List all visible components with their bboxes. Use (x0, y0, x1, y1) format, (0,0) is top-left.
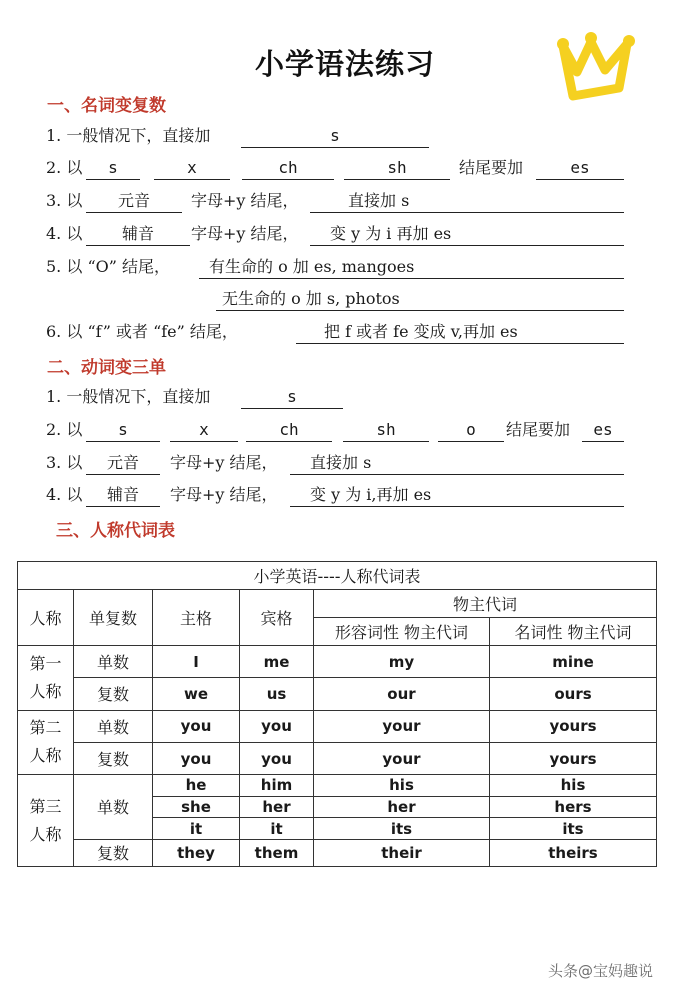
rule-text: 字母+y 结尾， (191, 224, 299, 243)
rule-text: 1. 一般情况下，直接加 (46, 387, 211, 406)
group-second-person: 第二 人称 (18, 710, 74, 775)
rule-text: 4. 以 (46, 485, 83, 504)
number-cell: 复数 (74, 742, 153, 774)
rule-text: 字母+y 结尾， (170, 485, 278, 504)
answer-blank: 把 f 或者 fe 变成 v,再加 es (296, 320, 624, 344)
subject-cell: I (153, 646, 240, 678)
header-subject: 主格 (153, 590, 240, 646)
object-cell: you (240, 710, 314, 742)
adj-possessive-cell: its (314, 818, 490, 840)
rule-text: 字母+y 结尾， (191, 191, 299, 210)
pronoun-table (17, 561, 657, 867)
answer-blank: 辅音 (86, 483, 160, 507)
header-number: 单复数 (74, 590, 153, 646)
adj-possessive-cell: their (314, 839, 490, 866)
crown-icon (553, 26, 639, 108)
number-cell: 单数 (74, 775, 153, 840)
table-title: 小学英语----人称代词表 (18, 562, 657, 590)
answer-blank: 辅音 (86, 222, 190, 246)
rule-text: 结尾要加 (459, 158, 524, 177)
subject-cell: you (153, 742, 240, 774)
noun-possessive-cell: its (490, 818, 657, 840)
answer-blank: sh (344, 156, 450, 180)
section-heading-plural-nouns: 一、名词变复数 (47, 96, 166, 116)
noun-possessive-cell: mine (490, 646, 657, 678)
header-possessive: 物主代词 (314, 590, 657, 618)
answer-blank: sh (343, 418, 429, 442)
noun-possessive-cell: theirs (490, 839, 657, 866)
answer-blank: x (154, 156, 230, 180)
object-cell: it (240, 818, 314, 840)
answer-blank: 元音 (86, 451, 160, 475)
answer-blank: s (86, 156, 140, 180)
rule-text: 3. 以 (46, 453, 83, 472)
number-cell: 复数 (74, 839, 153, 866)
adj-possessive-cell: your (314, 710, 490, 742)
answer-blank: s (86, 418, 160, 442)
noun-possessive-cell: yours (490, 710, 657, 742)
number-cell: 单数 (74, 710, 153, 742)
answer-blank: 有生命的 o 加 es, mangoes (199, 255, 624, 279)
answer-blank: o (438, 418, 504, 442)
number-cell: 单数 (74, 646, 153, 678)
adj-possessive-cell: his (314, 775, 490, 797)
answer-blank: 变 y 为 i 再加 es (310, 222, 624, 246)
rule-text: 2. 以 (46, 420, 83, 439)
group-first-person: 第一 人称 (18, 646, 74, 711)
noun-possessive-cell: his (490, 775, 657, 797)
header-object: 宾格 (240, 590, 314, 646)
adj-possessive-cell: our (314, 678, 490, 710)
section-heading-pronoun-table: 三、人称代词表 (56, 521, 175, 541)
adj-possessive-cell: her (314, 796, 490, 818)
answer-blank: s (241, 385, 343, 409)
answer-blank: 元音 (86, 189, 182, 213)
watermark: 头条@宝妈趣说 (548, 962, 654, 980)
object-cell: you (240, 742, 314, 774)
object-cell: me (240, 646, 314, 678)
answer-blank: 直接加 s (310, 189, 624, 213)
noun-possessive-cell: hers (490, 796, 657, 818)
rule-text: 4. 以 (46, 224, 83, 243)
header-person: 人称 (18, 590, 74, 646)
object-cell: them (240, 839, 314, 866)
number-cell: 复数 (74, 678, 153, 710)
adj-possessive-cell: my (314, 646, 490, 678)
object-cell: her (240, 796, 314, 818)
subject-cell: we (153, 678, 240, 710)
object-cell: us (240, 678, 314, 710)
header-noun-possessive: 名词性 物主代词 (490, 618, 657, 646)
rule-text: 结尾要加 (506, 420, 571, 439)
answer-blank: 变 y 为 i,再加 es (290, 483, 624, 507)
page-title: 小学语法练习 (254, 47, 435, 81)
rule-text: 字母+y 结尾， (170, 453, 278, 472)
header-adj-possessive: 形容词性 物主代词 (314, 618, 490, 646)
subject-cell: she (153, 796, 240, 818)
rule-text: 3. 以 (46, 191, 83, 210)
subject-cell: you (153, 710, 240, 742)
rule-text: 1. 一般情况下，直接加 (46, 126, 211, 145)
object-cell: him (240, 775, 314, 797)
rule-text: 6. 以 “f” 或者 “fe” 结尾， (46, 322, 238, 341)
answer-blank: s (241, 124, 429, 148)
answer-blank: es (582, 418, 624, 442)
answer-blank: ch (242, 156, 334, 180)
subject-cell: they (153, 839, 240, 866)
noun-possessive-cell: ours (490, 678, 657, 710)
section-heading-third-person: 二、动词变三单 (47, 358, 166, 378)
answer-blank: x (170, 418, 238, 442)
answer-blank: ch (246, 418, 332, 442)
rule-text: 2. 以 (46, 158, 83, 177)
answer-blank: 直接加 s (290, 451, 624, 475)
group-third-person: 第三 人称 (18, 775, 74, 867)
rule-text: 5. 以 “O” 结尾， (46, 257, 171, 276)
answer-blank: es (536, 156, 624, 180)
subject-cell: he (153, 775, 240, 797)
answer-blank: 无生命的 o 加 s, photos (216, 287, 624, 311)
adj-possessive-cell: your (314, 742, 490, 774)
noun-possessive-cell: yours (490, 742, 657, 774)
subject-cell: it (153, 818, 240, 840)
